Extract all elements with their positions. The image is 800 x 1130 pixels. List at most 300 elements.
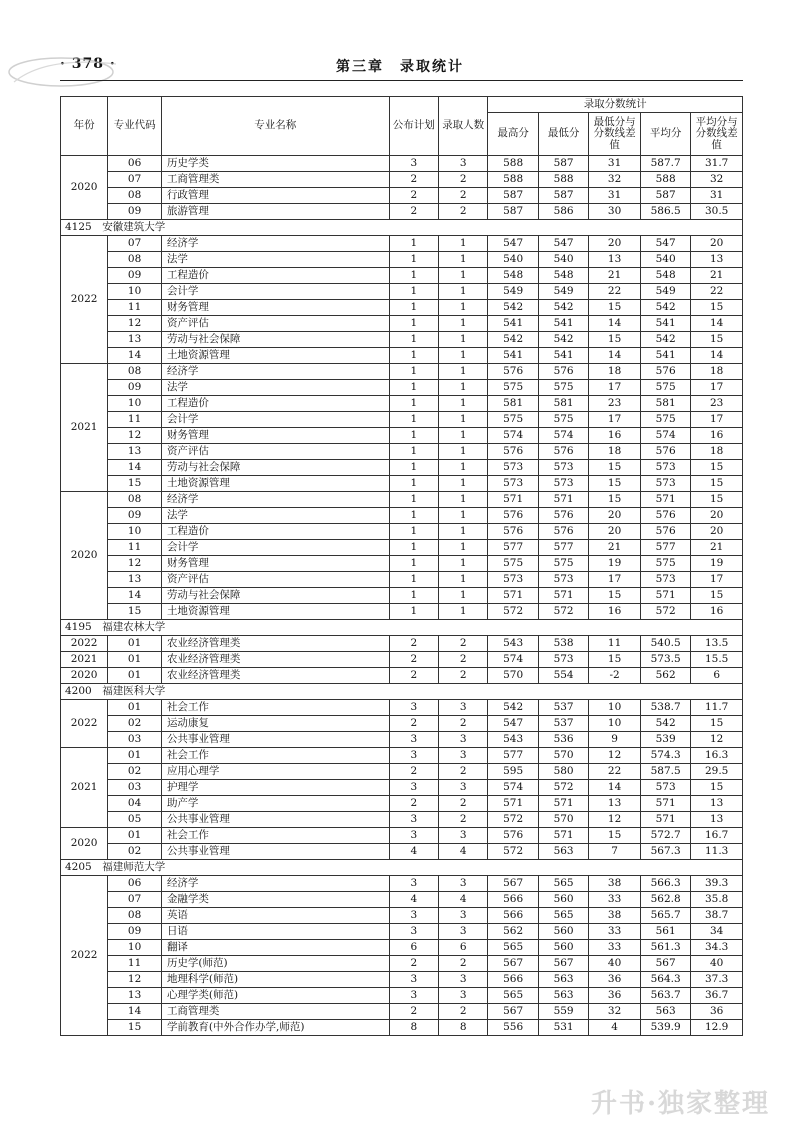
major-code-cell: 09 [108, 268, 162, 284]
enrolled-cell: 2 [439, 172, 488, 188]
avg-score-cell: 540.5 [640, 636, 690, 652]
min-score-cell: 538 [538, 636, 588, 652]
avg-score-cell: 571 [640, 588, 690, 604]
plan-cell: 3 [389, 748, 438, 764]
max-score-cell: 543 [488, 732, 538, 748]
table-row [61, 172, 743, 188]
min-score-cell: 576 [538, 364, 588, 380]
school-row [61, 220, 743, 236]
avg-diff-cell: 38.7 [691, 908, 743, 924]
max-score-cell: 574 [488, 780, 538, 796]
avg-diff-cell: 29.5 [691, 764, 743, 780]
avg-diff-cell: 13 [691, 252, 743, 268]
min-score-cell: 581 [538, 396, 588, 412]
enrolled-cell: 1 [439, 588, 488, 604]
avg-score-cell: 541 [640, 348, 690, 364]
plan-cell: 1 [389, 364, 438, 380]
max-score-cell: 573 [488, 460, 538, 476]
major-code-cell: 09 [108, 380, 162, 396]
avg-diff-cell: 39.3 [691, 876, 743, 892]
table-row [61, 668, 743, 684]
plan-cell: 3 [389, 828, 438, 844]
major-name-cell: 工程造价 [161, 396, 389, 412]
min-diff-cell: 40 [589, 956, 641, 972]
table-row [61, 796, 743, 812]
table-row [61, 364, 743, 380]
major-name-cell: 资产评估 [161, 444, 389, 460]
major-code-cell: 06 [108, 876, 162, 892]
table-row [61, 460, 743, 476]
avg-diff-cell: 16 [691, 604, 743, 620]
avg-diff-cell: 6 [691, 668, 743, 684]
major-name-cell: 法学 [161, 508, 389, 524]
enrolled-cell: 1 [439, 236, 488, 252]
min-diff-cell: 15 [589, 332, 641, 348]
avg-diff-cell: 21 [691, 268, 743, 284]
avg-diff-cell: 32 [691, 172, 743, 188]
table-row [61, 204, 743, 220]
enrolled-cell: 3 [439, 828, 488, 844]
min-diff-cell: 14 [589, 780, 641, 796]
max-score-cell: 573 [488, 476, 538, 492]
max-score-cell: 577 [488, 748, 538, 764]
avg-diff-cell: 16.7 [691, 828, 743, 844]
major-name-cell: 社会工作 [161, 828, 389, 844]
major-name-cell: 经济学 [161, 364, 389, 380]
enrolled-cell: 3 [439, 924, 488, 940]
min-diff-cell: 33 [589, 924, 641, 940]
enrolled-cell: 2 [439, 812, 488, 828]
admission-score-table [60, 96, 743, 1036]
min-score-cell: 537 [538, 716, 588, 732]
major-name-cell: 资产评估 [161, 572, 389, 588]
avg-score-cell: 541 [640, 316, 690, 332]
major-name-cell: 护理学 [161, 780, 389, 796]
max-score-cell: 595 [488, 764, 538, 780]
min-score-cell: 575 [538, 412, 588, 428]
enrolled-cell: 1 [439, 476, 488, 492]
avg-diff-cell: 11.3 [691, 844, 743, 860]
plan-cell: 1 [389, 236, 438, 252]
enrolled-cell: 1 [439, 380, 488, 396]
table-row [61, 828, 743, 844]
min-score-cell: 563 [538, 988, 588, 1004]
table-row [61, 348, 743, 364]
plan-cell: 1 [389, 460, 438, 476]
avg-score-cell: 573.5 [640, 652, 690, 668]
avg-score-cell: 539.9 [640, 1020, 690, 1036]
table-row [61, 972, 743, 988]
major-name-cell: 会计学 [161, 284, 389, 300]
major-code-cell: 09 [108, 508, 162, 524]
min-diff-cell: 30 [589, 204, 641, 220]
avg-score-cell: 571 [640, 796, 690, 812]
plan-cell: 1 [389, 380, 438, 396]
min-score-cell: 570 [538, 748, 588, 764]
avg-score-cell: 586.5 [640, 204, 690, 220]
min-diff-cell: 31 [589, 188, 641, 204]
major-code-cell: 03 [108, 732, 162, 748]
col-min: 最低分 [538, 113, 588, 156]
table-row [61, 300, 743, 316]
min-score-cell: 547 [538, 236, 588, 252]
table-row [61, 908, 743, 924]
major-code-cell: 15 [108, 604, 162, 620]
major-name-cell: 农业经济管理类 [161, 652, 389, 668]
max-score-cell: 571 [488, 492, 538, 508]
major-name-cell: 历史学类 [161, 156, 389, 172]
max-score-cell: 577 [488, 540, 538, 556]
enrolled-cell: 2 [439, 716, 488, 732]
avg-score-cell: 563 [640, 1004, 690, 1020]
col-score-stats: 录取分数统计 [488, 97, 743, 113]
major-code-cell: 01 [108, 652, 162, 668]
major-code-cell: 14 [108, 348, 162, 364]
min-score-cell: 574 [538, 428, 588, 444]
enrolled-cell: 2 [439, 636, 488, 652]
school-name: 4200 福建医科大学 [61, 684, 743, 700]
avg-diff-cell: 18 [691, 364, 743, 380]
enrolled-cell: 3 [439, 988, 488, 1004]
major-name-cell: 劳动与社会保障 [161, 332, 389, 348]
major-code-cell: 14 [108, 588, 162, 604]
table-row [61, 252, 743, 268]
max-score-cell: 566 [488, 892, 538, 908]
avg-diff-cell: 21 [691, 540, 743, 556]
plan-cell: 4 [389, 844, 438, 860]
avg-diff-cell: 17 [691, 412, 743, 428]
min-score-cell: 560 [538, 892, 588, 908]
year-cell: 2021 [61, 652, 108, 668]
avg-diff-cell: 35.8 [691, 892, 743, 908]
table-row [61, 588, 743, 604]
plan-cell: 1 [389, 492, 438, 508]
avg-diff-cell: 30.5 [691, 204, 743, 220]
avg-diff-cell: 17 [691, 572, 743, 588]
major-name-cell: 公共事业管理 [161, 844, 389, 860]
min-diff-cell: 23 [589, 396, 641, 412]
min-score-cell: 548 [538, 268, 588, 284]
avg-diff-cell: 40 [691, 956, 743, 972]
enrolled-cell: 3 [439, 780, 488, 796]
enrolled-cell: 2 [439, 1004, 488, 1020]
max-score-cell: 548 [488, 268, 538, 284]
year-cell: 2022 [61, 236, 108, 364]
min-diff-cell: 14 [589, 348, 641, 364]
enrolled-cell: 1 [439, 428, 488, 444]
avg-score-cell: 565.7 [640, 908, 690, 924]
avg-score-cell: 563.7 [640, 988, 690, 1004]
min-score-cell: 560 [538, 924, 588, 940]
min-score-cell: 542 [538, 300, 588, 316]
max-score-cell: 571 [488, 796, 538, 812]
min-diff-cell: -2 [589, 668, 641, 684]
max-score-cell: 547 [488, 236, 538, 252]
major-name-cell: 土地资源管理 [161, 476, 389, 492]
plan-cell: 6 [389, 940, 438, 956]
avg-score-cell: 542 [640, 332, 690, 348]
enrolled-cell: 4 [439, 892, 488, 908]
table-row [61, 652, 743, 668]
table-row [61, 508, 743, 524]
major-code-cell: 11 [108, 540, 162, 556]
table-row [61, 476, 743, 492]
plan-cell: 1 [389, 348, 438, 364]
min-diff-cell: 38 [589, 876, 641, 892]
max-score-cell: 587 [488, 188, 538, 204]
table-row [61, 444, 743, 460]
min-diff-cell: 36 [589, 972, 641, 988]
table-row [61, 876, 743, 892]
enrolled-cell: 1 [439, 492, 488, 508]
plan-cell: 2 [389, 188, 438, 204]
min-score-cell: 576 [538, 524, 588, 540]
table-row [61, 1004, 743, 1020]
avg-diff-cell: 36 [691, 1004, 743, 1020]
avg-score-cell: 587.5 [640, 764, 690, 780]
table-row [61, 316, 743, 332]
min-diff-cell: 15 [589, 300, 641, 316]
year-cell: 2020 [61, 668, 108, 684]
avg-score-cell: 575 [640, 556, 690, 572]
avg-diff-cell: 12 [691, 732, 743, 748]
avg-score-cell: 573 [640, 572, 690, 588]
avg-diff-cell: 20 [691, 508, 743, 524]
table-row [61, 780, 743, 796]
min-diff-cell: 38 [589, 908, 641, 924]
avg-score-cell: 571 [640, 492, 690, 508]
avg-score-cell: 547 [640, 236, 690, 252]
min-score-cell: 587 [538, 188, 588, 204]
enrolled-cell: 2 [439, 956, 488, 972]
major-code-cell: 10 [108, 284, 162, 300]
major-name-cell: 经济学 [161, 876, 389, 892]
avg-score-cell: 571 [640, 812, 690, 828]
plan-cell: 1 [389, 252, 438, 268]
table-row [61, 924, 743, 940]
avg-diff-cell: 16.3 [691, 748, 743, 764]
max-score-cell: 567 [488, 956, 538, 972]
table-row [61, 812, 743, 828]
year-cell: 2021 [61, 364, 108, 492]
min-diff-cell: 15 [589, 828, 641, 844]
avg-score-cell: 567 [640, 956, 690, 972]
avg-diff-cell: 20 [691, 524, 743, 540]
min-score-cell: 563 [538, 844, 588, 860]
plan-cell: 1 [389, 556, 438, 572]
max-score-cell: 581 [488, 396, 538, 412]
year-cell: 2022 [61, 700, 108, 748]
plan-cell: 1 [389, 316, 438, 332]
max-score-cell: 542 [488, 332, 538, 348]
table-row [61, 988, 743, 1004]
min-diff-cell: 15 [589, 492, 641, 508]
school-name: 4125 安徽建筑大学 [61, 220, 743, 236]
min-diff-cell: 7 [589, 844, 641, 860]
plan-cell: 3 [389, 812, 438, 828]
plan-cell: 3 [389, 988, 438, 1004]
major-code-cell: 10 [108, 396, 162, 412]
table-row [61, 732, 743, 748]
min-diff-cell: 14 [589, 316, 641, 332]
enrolled-cell: 1 [439, 460, 488, 476]
enrolled-cell: 1 [439, 540, 488, 556]
avg-diff-cell: 15 [691, 460, 743, 476]
min-score-cell: 571 [538, 796, 588, 812]
min-score-cell: 540 [538, 252, 588, 268]
plan-cell: 1 [389, 604, 438, 620]
max-score-cell: 571 [488, 588, 538, 604]
min-diff-cell: 17 [589, 412, 641, 428]
major-code-cell: 15 [108, 476, 162, 492]
col-year: 年份 [61, 97, 108, 156]
min-score-cell: 571 [538, 828, 588, 844]
avg-diff-cell: 16 [691, 428, 743, 444]
avg-score-cell: 587 [640, 188, 690, 204]
table-row [61, 156, 743, 172]
plan-cell: 3 [389, 908, 438, 924]
max-score-cell: 576 [488, 364, 538, 380]
min-diff-cell: 33 [589, 892, 641, 908]
table-row [61, 556, 743, 572]
avg-score-cell: 572.7 [640, 828, 690, 844]
min-score-cell: 560 [538, 940, 588, 956]
year-cell: 2021 [61, 748, 108, 828]
plan-cell: 2 [389, 1004, 438, 1020]
avg-diff-cell: 15 [691, 300, 743, 316]
enrolled-cell: 1 [439, 252, 488, 268]
major-code-cell: 12 [108, 556, 162, 572]
min-score-cell: 580 [538, 764, 588, 780]
major-code-cell: 12 [108, 972, 162, 988]
avg-diff-cell: 12.9 [691, 1020, 743, 1036]
min-diff-cell: 10 [589, 700, 641, 716]
min-diff-cell: 22 [589, 764, 641, 780]
major-code-cell: 14 [108, 460, 162, 476]
major-name-cell: 应用心理学 [161, 764, 389, 780]
min-score-cell: 587 [538, 156, 588, 172]
table-row [61, 188, 743, 204]
avg-diff-cell: 15.5 [691, 652, 743, 668]
plan-cell: 1 [389, 428, 438, 444]
min-diff-cell: 10 [589, 716, 641, 732]
enrolled-cell: 2 [439, 652, 488, 668]
min-score-cell: 554 [538, 668, 588, 684]
major-name-cell: 日语 [161, 924, 389, 940]
enrolled-cell: 1 [439, 524, 488, 540]
avg-score-cell: 588 [640, 172, 690, 188]
min-score-cell: 576 [538, 444, 588, 460]
min-score-cell: 577 [538, 540, 588, 556]
max-score-cell: 574 [488, 652, 538, 668]
major-code-cell: 09 [108, 924, 162, 940]
max-score-cell: 576 [488, 444, 538, 460]
major-code-cell: 13 [108, 444, 162, 460]
avg-diff-cell: 19 [691, 556, 743, 572]
plan-cell: 2 [389, 204, 438, 220]
avg-score-cell: 542 [640, 716, 690, 732]
table-row [61, 380, 743, 396]
enrolled-cell: 1 [439, 348, 488, 364]
avg-diff-cell: 13 [691, 812, 743, 828]
major-name-cell: 工商管理类 [161, 172, 389, 188]
min-score-cell: 537 [538, 700, 588, 716]
avg-diff-cell: 15 [691, 332, 743, 348]
avg-score-cell: 573 [640, 476, 690, 492]
major-name-cell: 旅游管理 [161, 204, 389, 220]
school-row [61, 620, 743, 636]
max-score-cell: 542 [488, 700, 538, 716]
major-name-cell: 劳动与社会保障 [161, 460, 389, 476]
major-code-cell: 08 [108, 252, 162, 268]
avg-score-cell: 572 [640, 604, 690, 620]
avg-score-cell: 562 [640, 668, 690, 684]
min-diff-cell: 20 [589, 236, 641, 252]
major-code-cell: 02 [108, 764, 162, 780]
enrolled-cell: 1 [439, 444, 488, 460]
plan-cell: 2 [389, 172, 438, 188]
max-score-cell: 565 [488, 988, 538, 1004]
min-diff-cell: 15 [589, 652, 641, 668]
major-code-cell: 01 [108, 636, 162, 652]
enrolled-cell: 1 [439, 364, 488, 380]
avg-score-cell: 549 [640, 284, 690, 300]
min-score-cell: 563 [538, 972, 588, 988]
major-code-cell: 01 [108, 700, 162, 716]
min-diff-cell: 32 [589, 1004, 641, 1020]
max-score-cell: 542 [488, 300, 538, 316]
major-code-cell: 05 [108, 812, 162, 828]
avg-diff-cell: 20 [691, 236, 743, 252]
enrolled-cell: 8 [439, 1020, 488, 1036]
plan-cell: 1 [389, 412, 438, 428]
col-avg: 平均分 [640, 113, 690, 156]
min-score-cell: 586 [538, 204, 588, 220]
plan-cell: 2 [389, 796, 438, 812]
enrolled-cell: 1 [439, 508, 488, 524]
major-code-cell: 01 [108, 668, 162, 684]
table-row [61, 636, 743, 652]
min-score-cell: 573 [538, 460, 588, 476]
plan-cell: 3 [389, 700, 438, 716]
major-name-cell: 工商管理类 [161, 1004, 389, 1020]
major-name-cell: 助产学 [161, 796, 389, 812]
min-diff-cell: 15 [589, 460, 641, 476]
col-avg-diff: 平均分与分数线差值 [691, 113, 743, 156]
avg-score-cell: 548 [640, 268, 690, 284]
school-name: 4205 福建师范大学 [61, 860, 743, 876]
avg-diff-cell: 11.7 [691, 700, 743, 716]
avg-diff-cell: 23 [691, 396, 743, 412]
avg-diff-cell: 34 [691, 924, 743, 940]
avg-diff-cell: 13 [691, 796, 743, 812]
avg-diff-cell: 36.7 [691, 988, 743, 1004]
table-row [61, 604, 743, 620]
table-row [61, 572, 743, 588]
avg-diff-cell: 15 [691, 780, 743, 796]
max-score-cell: 541 [488, 348, 538, 364]
min-score-cell: 573 [538, 476, 588, 492]
min-score-cell: 542 [538, 332, 588, 348]
col-major-name: 专业名称 [161, 97, 389, 156]
avg-diff-cell: 22 [691, 284, 743, 300]
col-plan: 公布计划 [389, 97, 438, 156]
min-diff-cell: 20 [589, 508, 641, 524]
table-row [61, 412, 743, 428]
enrolled-cell: 4 [439, 844, 488, 860]
major-code-cell: 09 [108, 204, 162, 220]
major-name-cell: 土地资源管理 [161, 604, 389, 620]
